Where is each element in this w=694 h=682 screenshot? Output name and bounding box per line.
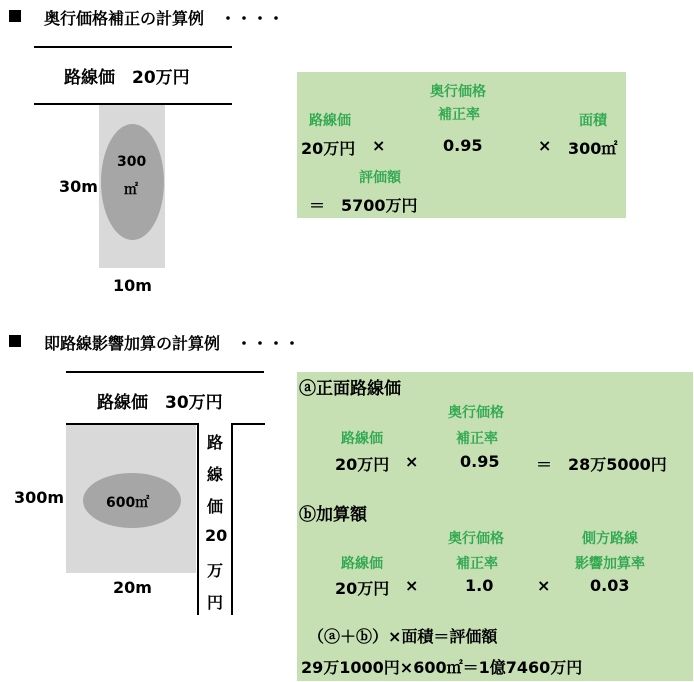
a-depth-header-2: 補正率 xyxy=(456,431,498,447)
section2-depth: 300m xyxy=(14,488,65,507)
section2-bullet xyxy=(9,335,21,347)
a-depth-header-1: 奥行価格 xyxy=(448,405,504,421)
side-road-char: 路 xyxy=(207,433,224,452)
times-2: × xyxy=(538,136,552,155)
a-result: ＝ 28万5000円 xyxy=(536,455,667,474)
section2-title: 即路線影響加算の計算例 ・・・・ xyxy=(44,334,301,353)
section2-width: 20m xyxy=(113,578,152,597)
section2-road-label: 路線価 30万円 xyxy=(97,393,223,413)
b-rosen-value: 20万円 xyxy=(335,579,390,598)
section2-side-road-top-line xyxy=(231,423,265,425)
a-depth-value: 0.95 xyxy=(460,452,500,471)
depth-header-1: 奥行価格 xyxy=(430,84,486,100)
section2-road-top-line xyxy=(66,371,264,373)
section1-width: 10m xyxy=(113,276,152,295)
side-road-char: 線 xyxy=(207,465,224,484)
side-road-char: 価 xyxy=(207,497,224,516)
section1-area-unit: ㎡ xyxy=(124,182,138,198)
section1-title: 奥行価格補正の計算例 ・・・・ xyxy=(44,9,285,28)
side-road-char: 20 xyxy=(205,526,228,545)
side-road-char: 万 xyxy=(207,561,224,580)
section2-side-road-left-line xyxy=(197,423,199,615)
depth-value: 0.95 xyxy=(443,136,483,155)
result: ＝ 5700万円 xyxy=(309,196,418,215)
result-header: 評価額 xyxy=(359,170,401,186)
menseki-header: 面積 xyxy=(579,113,607,129)
section1-depth: 30m xyxy=(59,177,98,196)
rosen-value: 20万円 xyxy=(301,139,356,158)
section1-road-top-line xyxy=(34,46,232,48)
section1-road-label: 路線価 20万円 xyxy=(64,68,190,88)
b-depth-value: 1.0 xyxy=(465,576,494,595)
b-side-header-2: 影響加算率 xyxy=(575,556,645,572)
area-value: 300㎡ xyxy=(568,139,618,158)
b-rosen-header: 路線価 xyxy=(341,556,383,572)
side-road-char: 円 xyxy=(207,593,224,612)
section1-area-value: 300 xyxy=(117,154,147,170)
b-depth-header-2: 補正率 xyxy=(456,556,498,572)
a-times: × xyxy=(405,452,419,471)
b-times-1: × xyxy=(405,576,419,595)
formula: （ⓐ＋ⓑ）×面積＝評価額 xyxy=(308,627,498,646)
rosen-header: 路線価 xyxy=(309,113,351,129)
b-title: ⓑ加算額 xyxy=(299,505,367,525)
times-1: × xyxy=(372,136,386,155)
section2-side-road-right-line xyxy=(231,423,233,615)
a-title: ⓐ正面路線価 xyxy=(299,379,401,399)
a-rosen-header: 路線価 xyxy=(341,431,383,447)
section2-area: 600㎡ xyxy=(106,495,150,511)
b-side-value: 0.03 xyxy=(590,576,630,595)
b-times-2: × xyxy=(537,576,551,595)
a-rosen-value: 20万円 xyxy=(335,455,390,474)
b-depth-header-1: 奥行価格 xyxy=(448,531,504,547)
b-side-header-1: 側方路線 xyxy=(582,531,638,547)
section1-bullet xyxy=(9,10,21,22)
depth-header-2: 補正率 xyxy=(438,107,480,123)
final-result: 29万1000円×600㎡＝1億7460万円 xyxy=(301,658,583,677)
